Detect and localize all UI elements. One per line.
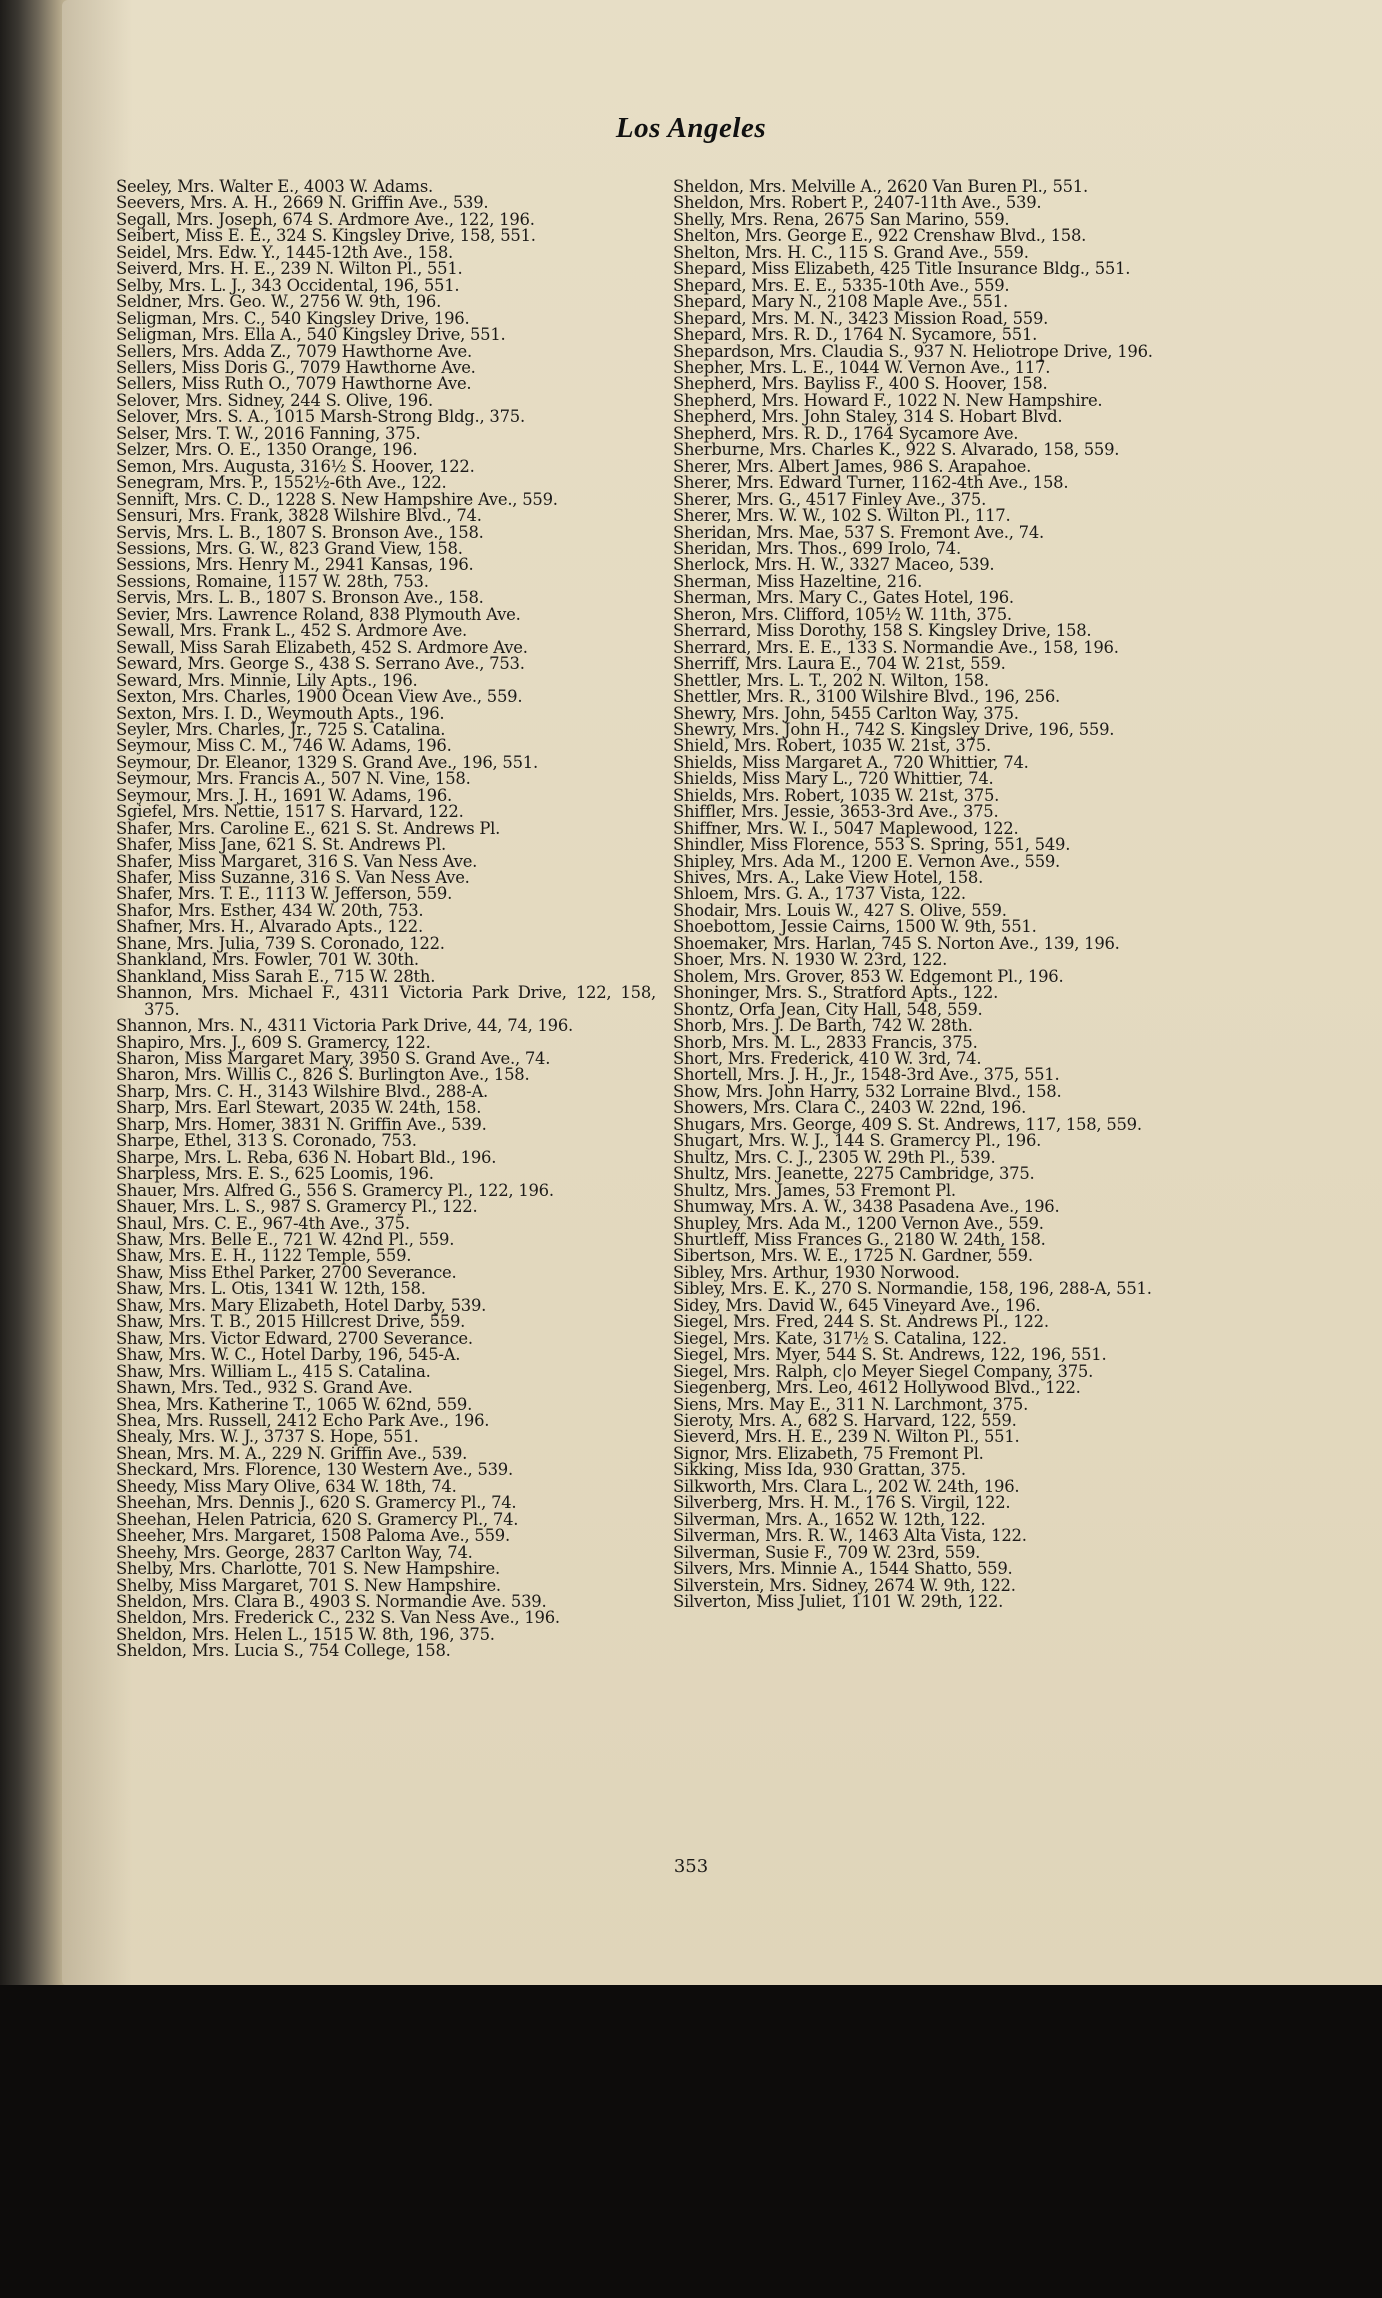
directory-entry: Servis, Mrs. L. B., 1807 S. Bronson Ave., 158. <box>116 522 484 542</box>
directory-entry: Sellers, Miss Doris G., 7079 Hawthorne Ave. <box>116 357 476 377</box>
page-number: 353 <box>673 1856 709 1877</box>
directory-entry: Sherman, Miss Hazeltine, 216. <box>673 571 923 591</box>
directory-entry: Sharon, Mrs. Willis C., 826 S. Burlington Ave., 158. <box>116 1065 530 1085</box>
directory-entry: Shelby, Miss Margaret, 701 S. New Hampshire. <box>116 1575 501 1595</box>
directory-entry: Silverstein, Mrs. Sidney, 2674 W. 9th, 122. <box>673 1575 1016 1595</box>
directory-entry: Seymour, Miss C. M., 746 W. Adams, 196. <box>116 736 452 756</box>
directory-entry: Sieverd, Mrs. H. E., 239 N. Wilton Pl., 551. <box>673 1427 1020 1447</box>
directory-entry: Sheldon, Mrs. Clara B., 4903 S. Normandie Ave. 539. <box>116 1591 547 1611</box>
directory-entry: Sherer, Mrs. Edward Turner, 1162-4th Ave., 158. <box>673 473 1069 493</box>
directory-entry: Sidey, Mrs. David W., 645 Vineyard Ave., 196. <box>673 1295 1041 1315</box>
directory-entry: Shafer, Miss Jane, 621 S. St. Andrews Pl. <box>116 835 446 855</box>
directory-entry: Shepard, Miss Elizabeth, 425 Title Insurance Bldg., 551. <box>673 259 1131 279</box>
directory-entry: Sibley, Mrs. E. K., 270 S. Normandie, 158, 196, 288-A, 551. <box>673 1279 1152 1299</box>
directory-entry: Shewry, Mrs. John H., 742 S. Kingsley Drive, 196, 559. <box>673 719 1115 739</box>
directory-entry: Shafer, Mrs. T. E., 1113 W. Jefferson, 559. <box>116 884 453 904</box>
directory-entry: Silverton, Miss Juliet, 1101 W. 29th, 122. <box>673 1591 1004 1611</box>
directory-entry: Shindler, Miss Florence, 553 S. Spring, 551, 549. <box>673 835 1071 855</box>
directory-entry: Sheehy, Mrs. George, 2837 Carlton Way, 74. <box>116 1542 473 1562</box>
directory-entry: Shannon, Mrs. Michael F., 4311 Victoria Park Drive, 122, 158, 375. <box>116 983 656 1019</box>
directory-entry: Shauer, Mrs. Alfred G., 556 S. Gramercy Pl., 122, 196. <box>116 1180 554 1200</box>
directory-entry: Shields, Miss Margaret A., 720 Whittier, 74. <box>673 752 1029 772</box>
directory-entry: Shettler, Mrs. R., 3100 Wilshire Blvd., 196, 256. <box>673 687 1061 707</box>
directory-entry: Shepher, Mrs. L. E., 1044 W. Vernon Ave., 117. <box>673 357 1051 377</box>
directory-entry: Semon, Mrs. Augusta, 316½ S. Hoover, 122. <box>116 456 475 476</box>
directory-entry: Shipley, Mrs. Ada M., 1200 E. Vernon Ave., 559. <box>673 851 1061 871</box>
directory-entry: Sharpless, Mrs. E. S., 625 Loomis, 196. <box>116 1164 434 1184</box>
directory-entry: Shepardson, Mrs. Claudia S., 937 N. Heliotrope Drive, 196. <box>673 341 1153 361</box>
directory-entry: Shepherd, Mrs. R. D., 1764 Sycamore Ave. <box>673 423 1019 443</box>
directory-entry: Sherman, Mrs. Mary C., Gates Hotel, 196. <box>673 588 1014 608</box>
directory-entry: Shepherd, Mrs. Howard F., 1022 N. New Hampshire. <box>673 390 1103 410</box>
directory-entry: Shaw, Mrs. Mary Elizabeth, Hotel Darby, 539. <box>116 1295 487 1315</box>
directory-entry: Shapiro, Mrs. J., 609 S. Gramercy, 122. <box>116 1032 431 1052</box>
directory-entry: Shelly, Mrs. Rena, 2675 San Marino, 559. <box>673 209 1010 229</box>
directory-entry: Segall, Mrs. Joseph, 674 S. Ardmore Ave., 122, 196. <box>116 209 535 229</box>
directory-entry: Seward, Mrs. Minnie, Lily Apts., 196. <box>116 670 418 690</box>
directory-entry: Selover, Mrs. S. A., 1015 Marsh-Strong Bldg., 375. <box>116 407 525 427</box>
directory-entry: Sibley, Mrs. Arthur, 1930 Norwood. <box>673 1262 960 1282</box>
directory-entry: Shawn, Mrs. Ted., 932 S. Grand Ave. <box>116 1378 413 1398</box>
directory-entry: Seward, Mrs. George S., 438 S. Serrano Ave., 753. <box>116 654 525 674</box>
directory-entry: Silkworth, Mrs. Clara L., 202 W. 24th, 196. <box>673 1476 1020 1496</box>
directory-entry: Shaw, Mrs. Victor Edward, 2700 Severance. <box>116 1328 473 1348</box>
directory-entry: Sessions, Mrs. Henry M., 2941 Kansas, 196. <box>116 555 474 575</box>
directory-entry: Sharpe, Mrs. L. Reba, 636 N. Hobart Bld., 196. <box>116 1147 497 1167</box>
directory-entry: Shaw, Mrs. T. B., 2015 Hillcrest Drive, 559. <box>116 1312 466 1332</box>
directory-entry: Seldner, Mrs. Geo. W., 2756 W. 9th, 196. <box>116 292 442 312</box>
directory-entry: Shield, Mrs. Robert, 1035 W. 21st, 375. <box>673 736 991 756</box>
directory-entry: Seidel, Mrs. Edw. Y., 1445-12th Ave., 158. <box>116 242 453 262</box>
directory-entry: Sherriff, Mrs. Laura E., 704 W. 21st, 559. <box>673 654 1006 674</box>
directory-entry: Shea, Mrs. Russell, 2412 Echo Park Ave., 196. <box>116 1410 490 1430</box>
directory-entry: Shultz, Mrs. C. J., 2305 W. 29th Pl., 539. <box>673 1147 996 1167</box>
directory-entry: Siegel, Mrs. Myer, 544 S. St. Andrews, 122, 196, 551. <box>673 1345 1107 1365</box>
directory-entry: Shealy, Mrs. W. J., 3737 S. Hope, 551. <box>116 1427 419 1447</box>
directory-entry: Shloem, Mrs. G. A., 1737 Vista, 122. <box>673 884 966 904</box>
directory-entry: Shoemaker, Mrs. Harlan, 745 S. Norton Ave., 139, 196. <box>673 933 1120 953</box>
directory-entry: Shelby, Mrs. Charlotte, 701 S. New Hampshire. <box>116 1559 500 1579</box>
directory-entry: Sheedy, Miss Mary Olive, 634 W. 18th, 74. <box>116 1476 457 1496</box>
directory-entry: Sellers, Miss Ruth O., 7079 Hawthorne Ave. <box>116 374 472 394</box>
directory-entry: Shea, Mrs. Katherine T., 1065 W. 62nd, 559. <box>116 1394 473 1414</box>
directory-entry: Shontz, Orfa Jean, City Hall, 548, 559. <box>673 999 983 1019</box>
directory-entry: Shaw, Mrs. Belle E., 721 W. 42nd Pl., 559. <box>116 1230 455 1249</box>
directory-entry: Shugart, Mrs. W. J., 144 S. Gramercy Pl., 196. <box>673 1131 1042 1151</box>
directory-entry: Siegel, Mrs. Kate, 317½ S. Catalina, 122. <box>673 1328 1007 1348</box>
page-heading: Los Angeles <box>615 112 767 144</box>
directory-entry: Siegenberg, Mrs. Leo, 4612 Hollywood Blvd., 122. <box>673 1378 1081 1398</box>
directory-entry: Seymour, Dr. Eleanor, 1329 S. Grand Ave., 196, 551. <box>116 752 538 772</box>
directory-entry: Sessions, Romaine, 1157 W. 28th, 753. <box>116 571 429 591</box>
directory-entry: Shepard, Mary N., 2108 Maple Ave., 551. <box>673 292 1008 312</box>
directory-entry: Shafer, Miss Margaret, 316 S. Van Ness Ave. <box>116 851 478 871</box>
directory-entry: Shields, Mrs. Robert, 1035 W. 21st, 375. <box>673 785 1000 805</box>
directory-entry: Silverberg, Mrs. H. M., 176 S. Virgil, 122. <box>673 1493 1011 1513</box>
directory-entry: Sheckard, Mrs. Florence, 130 Western Ave., 539. <box>116 1460 513 1480</box>
directory-entry: Sharp, Mrs. Earl Stewart, 2035 W. 24th, 158. <box>116 1098 482 1118</box>
directory-entry: Shelton, Mrs. H. C., 115 S. Grand Ave., 559. <box>673 242 1029 262</box>
directory-entry: Silverman, Susie F., 709 W. 23rd, 559. <box>673 1542 981 1562</box>
directory-entry: Shewry, Mrs. John, 5455 Carlton Way, 375. <box>673 703 1019 723</box>
directory-entry: Sellers, Mrs. Adda Z., 7079 Hawthorne Ave. <box>116 341 472 361</box>
directory-entry: Shankland, Miss Sarah E., 715 W. 28th. <box>116 966 436 986</box>
directory-entry: Sheldon, Mrs. Helen L., 1515 W. 8th, 196, 375. <box>116 1624 495 1644</box>
directory-entry: Shankland, Mrs. Fowler, 701 W. 30th. <box>116 950 419 970</box>
left-column <box>116 179 656 1660</box>
directory-entry: Signor, Mrs. Elizabeth, 75 Fremont Pl. <box>673 1443 984 1463</box>
directory-entry: Siegel, Mrs. Fred, 244 S. St. Andrews Pl., 122. <box>673 1312 1049 1332</box>
directory-entry: Seymour, Mrs. Francis A., 507 N. Vine, 158. <box>116 769 471 789</box>
directory-entry: Seligman, Mrs. C., 540 Kingsley Drive, 196. <box>116 308 470 328</box>
directory-entry: Shane, Mrs. Julia, 739 S. Coronado, 122. <box>116 933 445 953</box>
directory-entry: Shaw, Mrs. William L., 415 S. Catalina. <box>116 1361 431 1381</box>
directory-entry: Sexton, Mrs. I. D., Weymouth Apts., 196. <box>116 703 445 723</box>
directory-entry: Shaw, Mrs. L. Otis, 1341 W. 12th, 158. <box>116 1279 426 1299</box>
directory-entry: Sheehan, Mrs. Dennis J., 620 S. Gramercy Pl., 74. <box>116 1493 517 1513</box>
directory-entry: Sgiefel, Mrs. Nettie, 1517 S. Harvard, 122. <box>116 802 464 822</box>
directory-entry: Shepard, Mrs. R. D., 1764 N. Sycamore, 551. <box>673 325 1038 345</box>
directory-entry: Sherer, Mrs. Albert James, 986 S. Arapahoe. <box>673 456 1032 476</box>
directory-entry: Sheldon, Mrs. Frederick C., 232 S. Van Ness Ave., 196. <box>116 1608 560 1628</box>
directory-entry: Sheridan, Mrs. Thos., 699 Irolo, 74. <box>673 538 961 558</box>
directory-entry: Seligman, Mrs. Ella A., 540 Kingsley Drive, 551. <box>116 325 506 345</box>
directory-entry: Sherer, Mrs. W. W., 102 S. Wilton Pl., 117. <box>673 506 1011 526</box>
directory-entry: Showers, Mrs. Clara C., 2403 W. 22nd, 196. <box>673 1098 1027 1118</box>
directory-entry: Seiverd, Mrs. H. E., 239 N. Wilton Pl., 551. <box>116 259 463 279</box>
directory-entry: Shoebottom, Jessie Cairns, 1500 W. 9th, 551. <box>673 917 1037 937</box>
directory-entry: Sheron, Mrs. Clifford, 105½ W. 11th, 375. <box>673 604 1012 624</box>
directory-entry: Sherrard, Mrs. E. E., 133 S. Normandie Ave., 158, 196. <box>673 637 1119 657</box>
directory-entry: Show, Mrs. John Harry, 532 Lorraine Blvd., 158. <box>673 1081 1062 1101</box>
directory-entry: Sheldon, Mrs. Robert P., 2407-11th Ave., 539. <box>673 193 1042 213</box>
directory-entry: Shoninger, Mrs. S., Stratford Apts., 122. <box>673 983 999 1003</box>
directory-entry: Shupley, Mrs. Ada M., 1200 Vernon Ave., 559. <box>673 1213 1044 1233</box>
directory-entry: Shultz, Mrs. Jeanette, 2275 Cambridge, 375. <box>673 1164 1035 1184</box>
directory-entry: Sheeher, Mrs. Margaret, 1508 Paloma Ave., 559. <box>116 1526 510 1546</box>
directory-entry: Shiffler, Mrs. Jessie, 3653-3rd Ave., 375. <box>673 802 999 822</box>
directory-entry: Sibertson, Mrs. W. E., 1725 N. Gardner, 559. <box>673 1246 1033 1266</box>
directory-entry: Sevier, Mrs. Lawrence Roland, 838 Plymouth Ave. <box>116 604 521 624</box>
directory-entry: Sherburne, Mrs. Charles K., 922 S. Alvarado, 158, 559. <box>673 440 1120 460</box>
directory-entry: Shorb, Mrs. M. L., 2833 Francis, 375. <box>673 1032 978 1052</box>
directory-entry: Sharon, Miss Margaret Mary, 3950 S. Grand Ave., 74. <box>116 1049 551 1069</box>
directory-entry: Shaw, Mrs. W. C., Hotel Darby, 196, 545-A. <box>116 1345 461 1365</box>
directory-entry: Seevers, Mrs. A. H., 2669 N. Griffin Ave., 539. <box>116 193 489 213</box>
directory-entry: Shettler, Mrs. L. T., 202 N. Wilton, 158. <box>673 670 989 690</box>
directory-entry: Senegram, Mrs. P., 1552½-6th Ave., 122. <box>116 473 447 493</box>
directory-entry: Shodair, Mrs. Louis W., 427 S. Olive, 559. <box>673 900 1007 920</box>
directory-entry: Shaw, Miss Ethel Parker, 2700 Severance. <box>116 1262 457 1282</box>
directory-entry: Shelton, Mrs. George E., 922 Crenshaw Blvd., 158. <box>673 226 1087 246</box>
directory-entry: Silverman, Mrs. R. W., 1463 Alta Vista, 122. <box>673 1526 1027 1546</box>
directory-entry: Silverman, Mrs. A., 1652 W. 12th, 122. <box>673 1509 986 1529</box>
directory-entry: Sieroty, Mrs. A., 682 S. Harvard, 122, 559. <box>673 1410 1017 1430</box>
directory-entry: Sharp, Mrs. C. H., 3143 Wilshire Blvd., 288-A. <box>116 1081 489 1101</box>
directory-entry: Shiffner, Mrs. W. I., 5047 Maplewood, 122. <box>673 818 1019 838</box>
directory-entry: Sexton, Mrs. Charles, 1900 Ocean View Ave., 559. <box>116 687 523 707</box>
right-column <box>673 179 1238 1610</box>
directory-entry: Sennift, Mrs. C. D., 1228 S. New Hampshire Ave., 559. <box>116 489 558 509</box>
directory-entry: Shepard, Mrs. M. N., 3423 Mission Road, 559. <box>673 308 1049 328</box>
directory-entry: Siegel, Mrs. Ralph, c|o Meyer Siegel Company, 375. <box>673 1361 1094 1381</box>
directory-entry: Sharpe, Ethel, 313 S. Coronado, 753. <box>116 1131 417 1151</box>
directory-entry: Shauer, Mrs. L. S., 987 S. Gramercy Pl., 122. <box>116 1197 478 1217</box>
directory-entry: Selzer, Mrs. O. E., 1350 Orange, 196. <box>116 440 418 460</box>
directory-entry: Selser, Mrs. T. W., 2016 Fanning, 375. <box>116 423 421 443</box>
directory-entry: Sikking, Miss Ida, 930 Grattan, 375. <box>673 1460 966 1480</box>
directory-entry: Shurtleff, Miss Frances G., 2180 W. 24th, 158. <box>673 1230 1046 1249</box>
directory-entry: Sheehan, Helen Patricia, 620 S. Gramercy Pl., 74. <box>116 1509 519 1529</box>
directory-entry: Shortell, Mrs. J. H., Jr., 1548-3rd Ave., 375, 551. <box>673 1065 1060 1085</box>
directory-entry: Shaul, Mrs. C. E., 967-4th Ave., 375. <box>116 1213 410 1233</box>
directory-entry: Sheldon, Mrs. Melville A., 2620 Van Buren Pl., 551. <box>673 177 1088 196</box>
directory-entry: Shives, Mrs. A., Lake View Hotel, 158. <box>673 868 984 888</box>
directory-entry: Seibert, Miss E. E., 324 S. Kingsley Drive, 158, 551. <box>116 226 536 246</box>
directory-entry: Silvers, Mrs. Minnie A., 1544 Shatto, 559. <box>673 1559 1013 1579</box>
directory-entry: Shields, Miss Mary L., 720 Whittier, 74. <box>673 769 994 789</box>
directory-entry: Shepard, Mrs. E. E., 5335-10th Ave., 559. <box>673 275 1010 295</box>
directory-entry: Sessions, Mrs. G. W., 823 Grand View, 158. <box>116 538 463 558</box>
directory-entry: Shafner, Mrs. H., Alvarado Apts., 122. <box>116 917 423 937</box>
directory-entry: Shaw, Mrs. E. H., 1122 Temple, 559. <box>116 1246 412 1266</box>
directory-entry: Servis, Mrs. L. B., 1807 S. Bronson Ave., 158. <box>116 588 484 608</box>
directory-entry: Seeley, Mrs. Walter E., 4003 W. Adams. <box>116 177 433 196</box>
directory-entry: Shafor, Mrs. Esther, 434 W. 20th, 753. <box>116 900 424 920</box>
directory-entry: Sensuri, Mrs. Frank, 3828 Wilshire Blvd., 74. <box>116 506 482 526</box>
directory-entry: Sewall, Miss Sarah Elizabeth, 452 S. Ardmore Ave. <box>116 637 528 657</box>
directory-entry: Sherlock, Mrs. H. W., 3327 Maceo, 539. <box>673 555 995 575</box>
directory-entry: Sherer, Mrs. G., 4517 Finley Ave., 375. <box>673 489 987 509</box>
directory-entry: Shean, Mrs. M. A., 229 N. Griffin Ave., 539. <box>116 1443 468 1463</box>
directory-entry: Sheldon, Mrs. Lucia S., 754 College, 158. <box>116 1641 451 1661</box>
directory-entry: Sharp, Mrs. Homer, 3831 N. Griffin Ave., 539. <box>116 1114 487 1134</box>
directory-entry: Selover, Mrs. Sidney, 244 S. Olive, 196. <box>116 390 433 410</box>
directory-entry: Shafer, Miss Suzanne, 316 S. Van Ness Ave. <box>116 868 470 888</box>
directory-entry: Shumway, Mrs. A. W., 3438 Pasadena Ave., 196. <box>673 1197 1060 1217</box>
directory-entry: Sherrard, Miss Dorothy, 158 S. Kingsley Drive, 158. <box>673 621 1092 641</box>
directory-entry: Siens, Mrs. May E., 311 N. Larchmont, 375. <box>673 1394 1029 1414</box>
directory-entry: Short, Mrs. Frederick, 410 W. 3rd, 74. <box>673 1049 982 1069</box>
directory-entry: Shugars, Mrs. George, 409 S. St. Andrews, 117, 158, 559. <box>673 1114 1142 1134</box>
directory-entry: Shepherd, Mrs. John Staley, 314 S. Hobart Blvd. <box>673 407 1063 427</box>
directory-entry: Sewall, Mrs. Frank L., 452 S. Ardmore Ave. <box>116 621 467 641</box>
directory-entry: Seyler, Mrs. Charles, Jr., 725 S. Catalina. <box>116 719 446 739</box>
directory-entry: Sholem, Mrs. Grover, 853 W. Edgemont Pl., 196. <box>673 966 1064 986</box>
directory-entry: Shultz, Mrs. James, 53 Fremont Pl. <box>673 1180 956 1200</box>
directory-entry: Seymour, Mrs. J. H., 1691 W. Adams, 196. <box>116 785 452 805</box>
directory-entry: Sheridan, Mrs. Mae, 537 S. Fremont Ave., 74. <box>673 522 1044 542</box>
directory-entry: Shorb, Mrs. J. De Barth, 742 W. 28th. <box>673 1016 973 1036</box>
background-below-page <box>0 1985 1382 2298</box>
directory-entry: Shafer, Mrs. Caroline E., 621 S. St. Andrews Pl. <box>116 818 501 838</box>
directory-entry: Selby, Mrs. L. J., 343 Occidental, 196, 551. <box>116 275 460 295</box>
directory-entry: Shannon, Mrs. N., 4311 Victoria Park Drive, 44, 74, 196. <box>116 1016 573 1036</box>
directory-entry: Shoer, Mrs. N. 1930 W. 23rd, 122. <box>673 950 948 970</box>
directory-entry: Shepherd, Mrs. Bayliss F., 400 S. Hoover, 158. <box>673 374 1048 394</box>
